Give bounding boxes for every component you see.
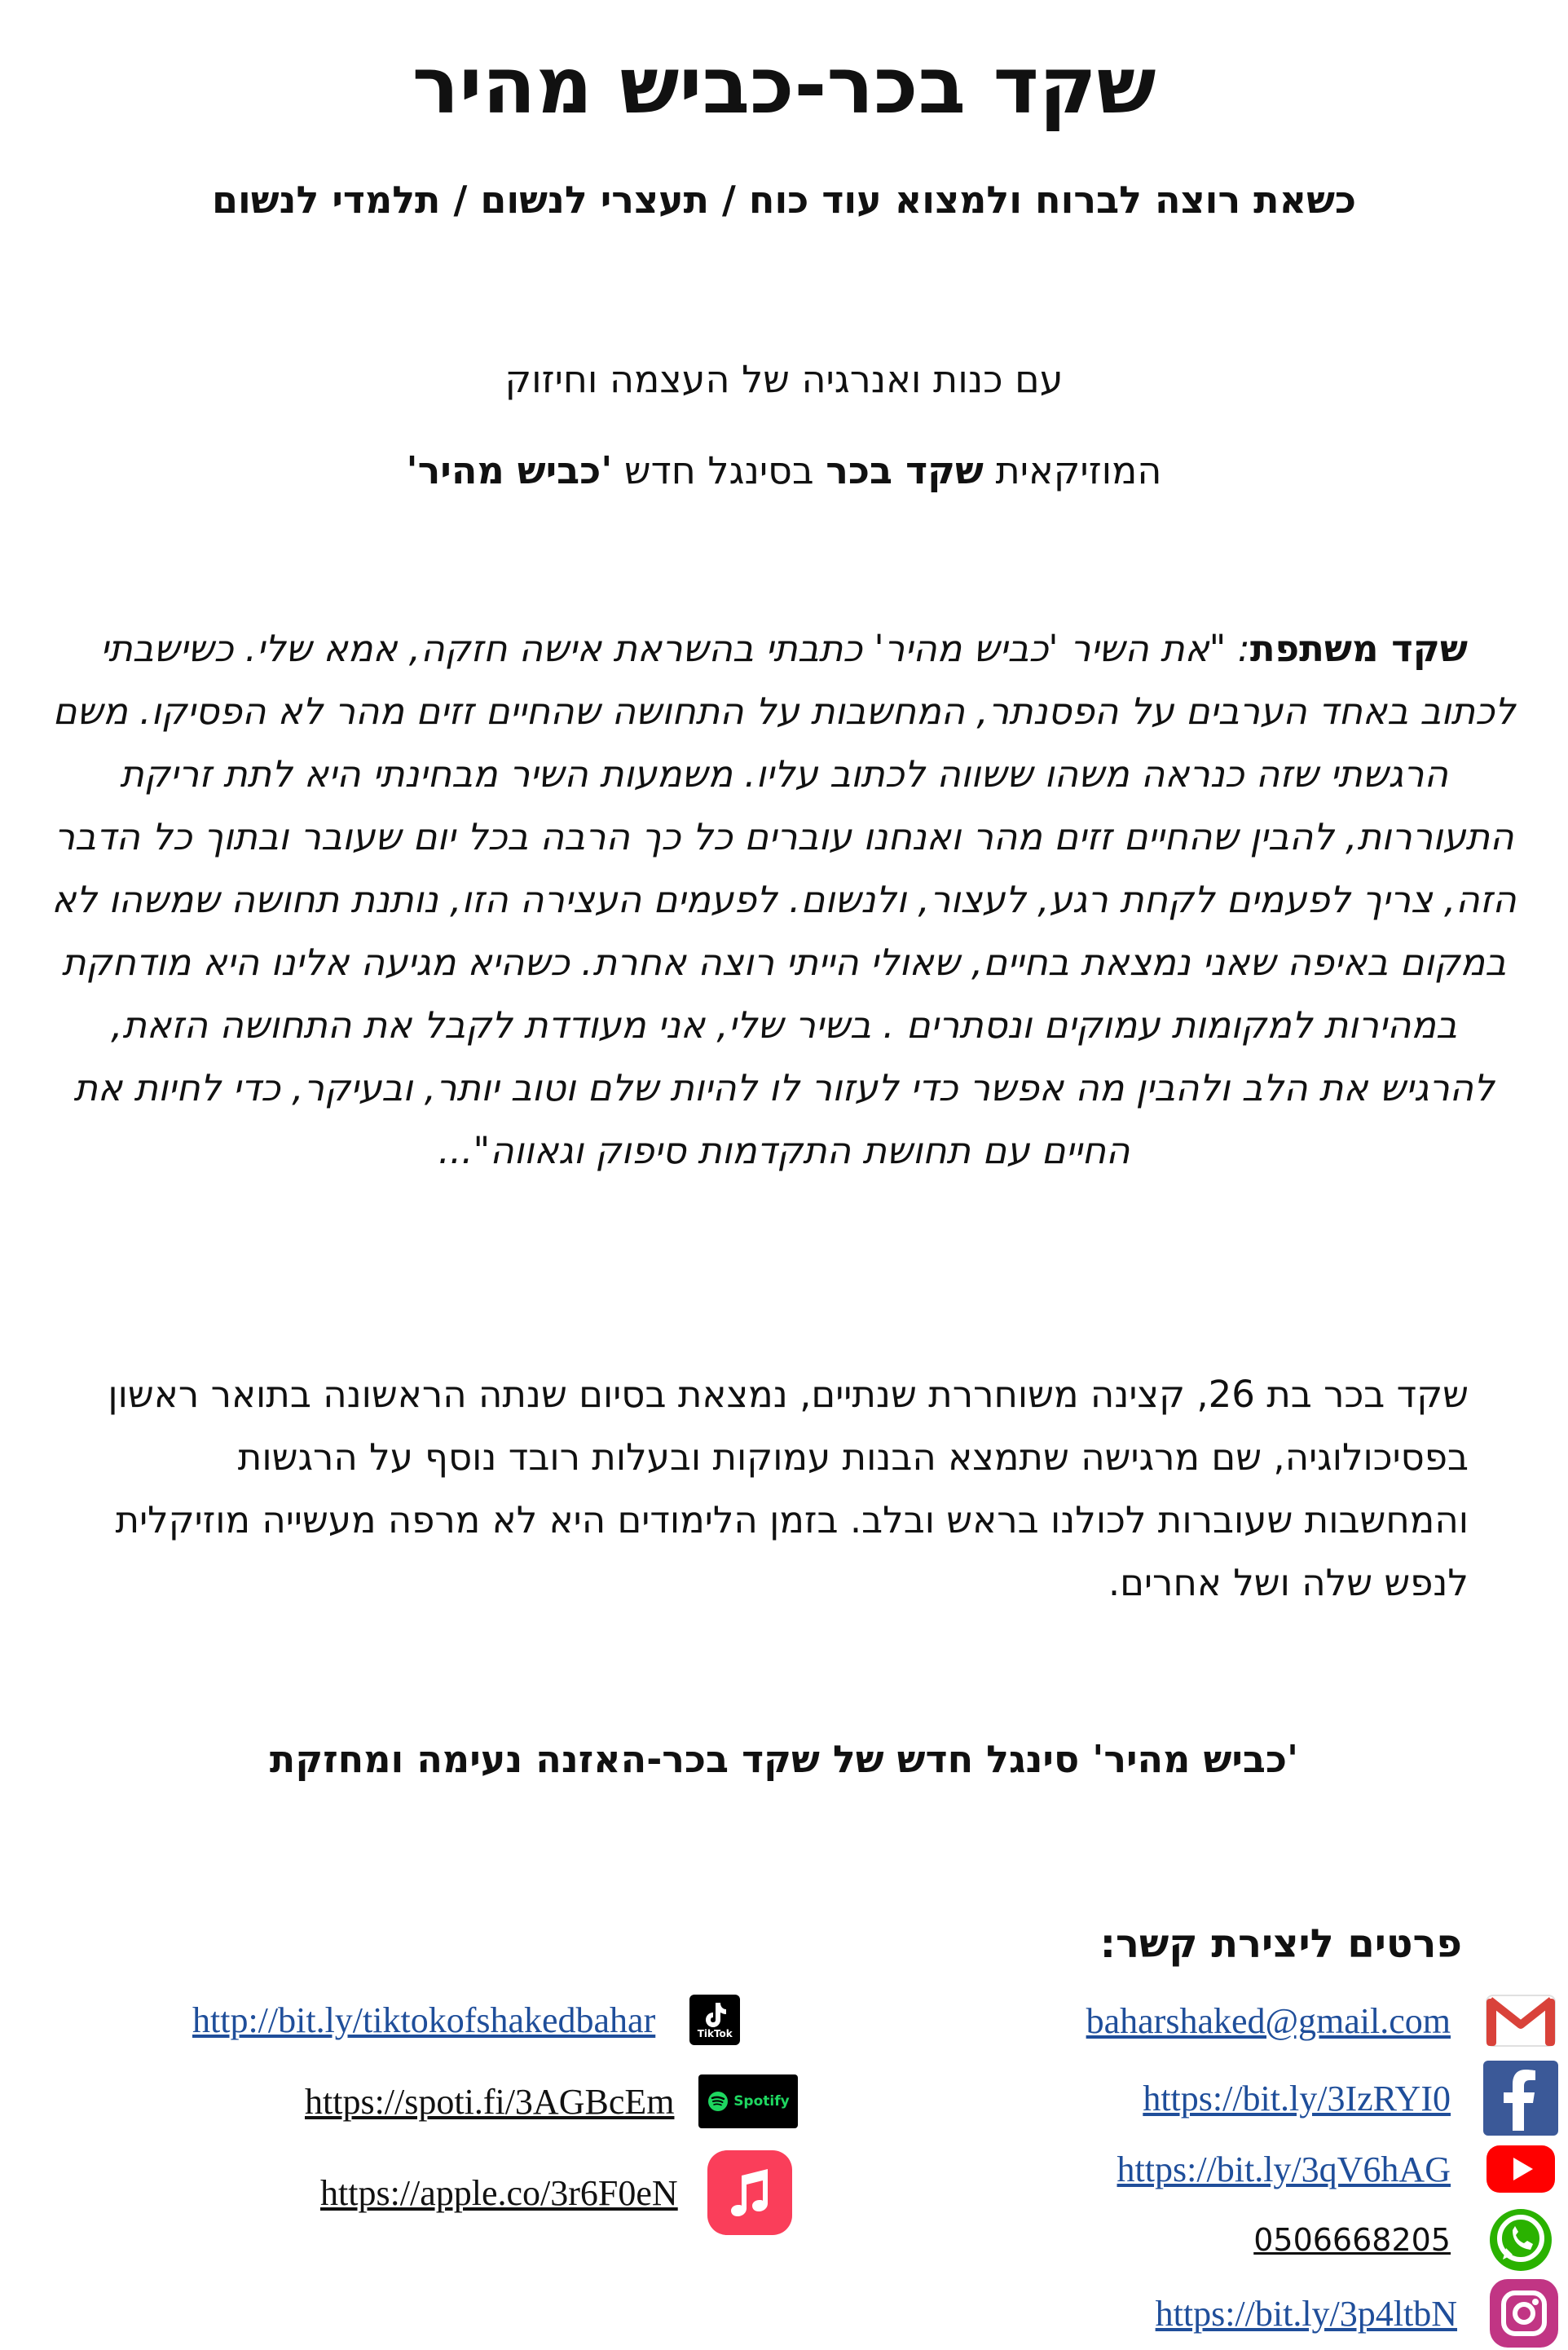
apple-music-row: [320, 2150, 792, 2235]
quote-text: : "את השיר 'כביש מהיר' כתבתי בהשראת אישה חזקה, אמא שלי. כשישבתי לכתוב באחד הערבים על הפסנתר, המחשבות על התחושה שהחיים זזים מהר לא הפסיקו. משם הרגשתי שזה כנראה משהו ששווה לכתוב עליו. משמעות השיר מבחינתי היא לתת זריקת התעוררות, להבין שהחיים זזים מהר ואנחנו עוברים כל כך הרבה בכל יום שעובר ובתוך כל הדבר הזה, צריך לפעמים לקחת רגע, לעצור, ולנשום. לפעמים העצירה הזו, נותנת תחושה שמשהו לא במקום באיפה שאני נמצאת בחיים, שאולי הייתי רוצה אחרת. כשהיא מגיעה אלינו היא מודחקת במהירות למקומות עמוקים ונסתרים . בשיר שלי, אני מעודדת לקבל את התחושה הזאת, להרגיש את הלב ולהבין מה אפשר כדי לעזור לו להיות שלם וטוב יותר, ובעיקר, כדי לחיות את החיים עם תחושת התקדמות סיפוק וגאווה"...: [51, 627, 1517, 1172]
intro-prefix: המוזיקאית: [983, 448, 1162, 492]
youtube-row: [1117, 2132, 1558, 2207]
facebook-row: [1143, 2061, 1558, 2136]
page-title: שקד בכר-כביש מהיר: [412, 40, 1156, 131]
email-link[interactable]: baharshaked@gmail.com: [1086, 2000, 1451, 2041]
gmail-icon: [1483, 1983, 1558, 2058]
intro-line-2: [0, 438, 1568, 503]
spotify-link[interactable]: https://spoti.fi/3AGBcEm: [305, 2081, 675, 2122]
contact-heading: פרטים ליצירת קשר:: [1099, 1921, 1462, 1967]
artist-name: שקד בכר: [826, 448, 984, 492]
tiktok-link[interactable]: http://bit.ly/tiktokofshakedbahar: [192, 1999, 656, 2040]
intro-middle: בסינגל חדש: [612, 448, 826, 492]
tiktok-row: [192, 1995, 740, 2045]
instagram-link[interactable]: https://bit.ly/3p4ltbN: [1155, 2293, 1457, 2334]
spotify-icon: [698, 2074, 798, 2128]
tiktok-badge-label: TikTok: [697, 2028, 733, 2039]
quote-speaker: שקד משתפת: [1249, 627, 1468, 670]
closing-line: 'כביש מהיר' סינגל חדש של שקד בכר-האזנה נעימה ומחזקת: [269, 1737, 1299, 1781]
phone-row: [1253, 2202, 1558, 2277]
apple-music-link[interactable]: https://apple.co/3r6F0eN: [320, 2172, 678, 2213]
artist-bio: שקד בכר בת 26, קצינה משוחררת שנתיים, נמצאת בסיום שנתה הראשונה בתואר ראשון בפסיכולוגיה, שם מרגישה שתמצא הבנות עמוקות ובעלות רובד נוסף על הרגשות והמחשבות שעוברות לכולנו בראש ובלב. בזמן הלימודים היא לא מרפה מעשייה מוזיקלית לנפש שלה ושל אחרים.: [108, 1373, 1469, 1604]
instagram-icon: [1490, 2279, 1558, 2348]
youtube-link[interactable]: https://bit.ly/3qV6hAG: [1117, 2149, 1451, 2189]
instagram-row: [1156, 2279, 1558, 2348]
phone-number[interactable]: 0506668205: [1253, 2222, 1451, 2258]
spotify-row: [305, 2074, 798, 2128]
facebook-icon: [1483, 2061, 1558, 2136]
tiktok-icon: [689, 1995, 740, 2045]
apple-music-icon: [707, 2150, 792, 2235]
song-name: 'כביש מהיר': [406, 448, 613, 492]
whatsapp-icon: [1483, 2202, 1558, 2277]
spotify-badge-label: Spotify: [733, 2093, 790, 2110]
artist-quote: [49, 617, 1519, 1182]
facebook-link[interactable]: https://bit.ly/3IzRYI0: [1143, 2078, 1451, 2119]
page-subtitle: כשאת רוצה לברוח ולמצוא עוד כוח / תעצרי לנשום / תלמדי לנשום: [211, 178, 1357, 222]
intro-line-1: עם כנות ואנרגיה של העצמה וחיזוק: [504, 357, 1064, 401]
youtube-icon: [1483, 2132, 1558, 2207]
email-row: [1086, 1983, 1558, 2058]
